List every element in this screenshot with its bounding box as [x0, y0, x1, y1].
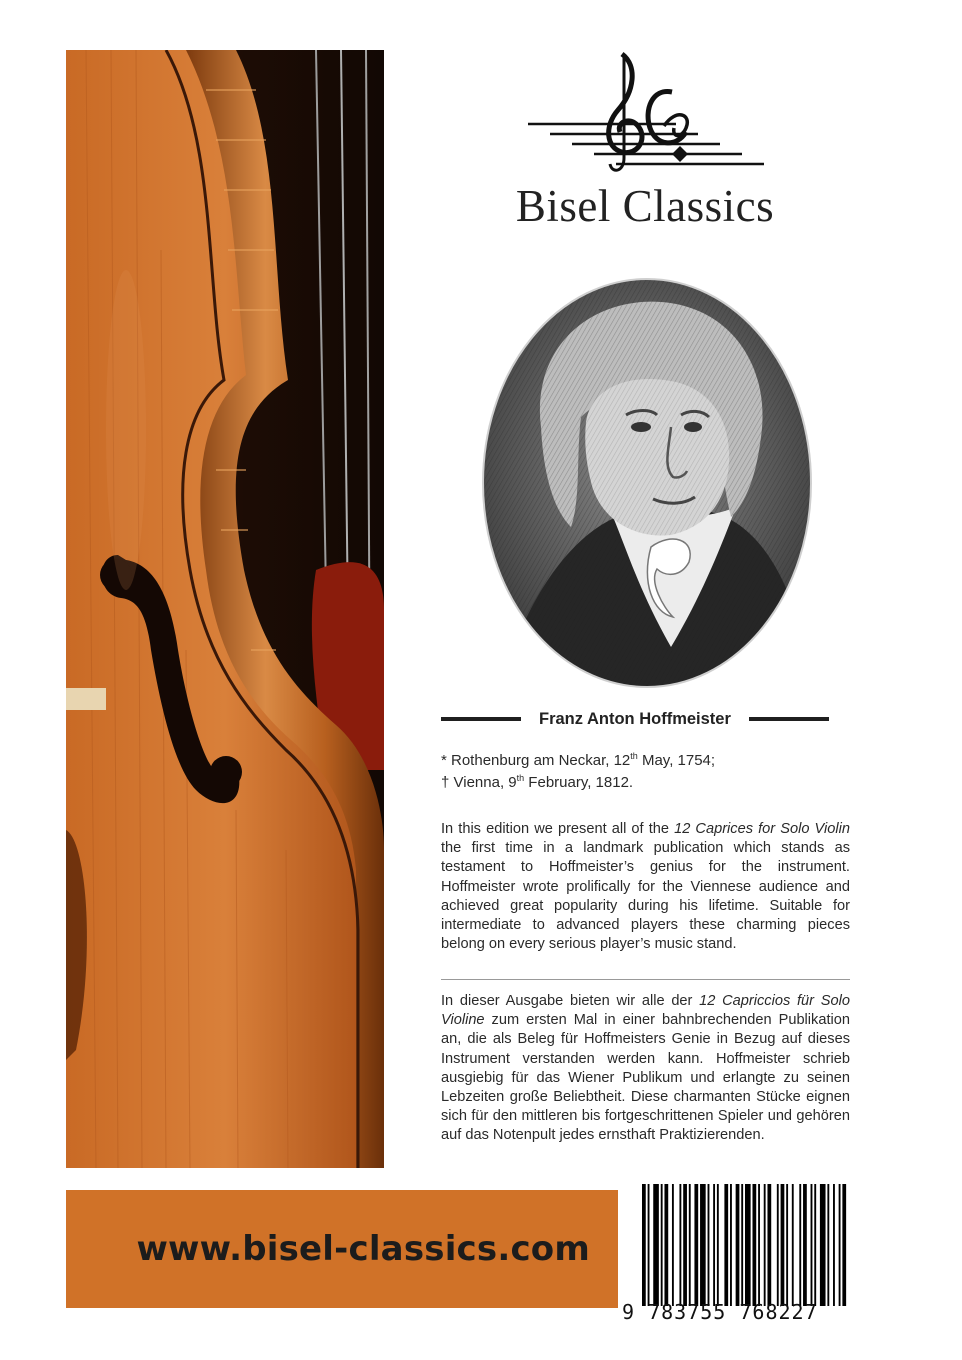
- treble-clef-staff-logo-icon: [526, 48, 766, 188]
- barcode-bar: [803, 1184, 807, 1306]
- barcode-bar: [781, 1184, 785, 1306]
- brand-name: Bisel Classics: [515, 181, 775, 231]
- barcode-bar: [820, 1184, 826, 1306]
- barcode-bar: [679, 1184, 681, 1306]
- barcode-bar: [724, 1184, 728, 1306]
- isbn-digits: 9 783755 768227: [622, 1300, 818, 1324]
- barcode-bar: [792, 1184, 794, 1306]
- barcode-bar: [767, 1184, 771, 1306]
- barcode-bar: [730, 1184, 732, 1306]
- violin-photo: [66, 50, 384, 1168]
- barcode-bar: [700, 1184, 706, 1306]
- description-english: In this edition we present all of the 12 Caprices for Solo Violin the first time in a landmark publication which stands as testament to Hoffmeister’s genius for the instrument. Hoffmeister wrote prolifically for the Viennese audience and achieved great popularity during his lifetime. Suitable for intermediate to advanced players these charming pieces belong on every serious player’s music stand.: [441, 821, 850, 953]
- barcode-bar: [814, 1184, 816, 1306]
- barcode-bar: [708, 1184, 710, 1306]
- barcode-bar: [672, 1184, 674, 1306]
- barcode-bar: [664, 1184, 668, 1306]
- paragraph-divider: [441, 979, 850, 980]
- barcode-bar: [811, 1184, 813, 1306]
- barcode-bar: [653, 1184, 659, 1306]
- barcode-bar: [745, 1184, 751, 1306]
- composer-portrait: [481, 277, 813, 689]
- barcode-bar: [736, 1184, 740, 1306]
- website-url[interactable]: www.bisel-classics.com: [136, 1229, 590, 1269]
- barcode-bar: [717, 1184, 719, 1306]
- barcode-bar: [689, 1184, 691, 1306]
- barcode-bar: [642, 1184, 646, 1306]
- work-title-german: 12 Capriccios für Solo Violine: [441, 993, 850, 1029]
- barcode-bar: [777, 1184, 779, 1306]
- barcode-bar: [661, 1184, 663, 1306]
- heading-rule-left: [441, 717, 521, 721]
- composer-dates: [441, 750, 851, 794]
- composer-heading: [441, 706, 851, 732]
- birth-line: * Rothenburg am Neckar, 12th May, 1754;: [441, 751, 716, 769]
- barcode-bar: [786, 1184, 788, 1306]
- barcode-bar: [764, 1184, 766, 1306]
- website-banner: [66, 1190, 618, 1308]
- composer-name: Franz Anton Hoffmeister: [539, 709, 731, 728]
- heading-rule-right: [749, 717, 829, 721]
- work-title-english: 12 Caprices for Solo Violin: [674, 821, 850, 837]
- barcode-bars: [642, 1184, 848, 1306]
- barcode-bar: [694, 1184, 698, 1306]
- death-line: † Vienna, 9th February, 1812.: [441, 773, 634, 791]
- barcode-bar: [839, 1184, 841, 1306]
- barcode-bar: [683, 1184, 687, 1306]
- barcode-bar: [752, 1184, 756, 1306]
- isbn-barcode: [620, 1180, 852, 1330]
- barcode-bar: [713, 1184, 715, 1306]
- brand-logo: [526, 48, 766, 188]
- barcode-bar: [842, 1184, 846, 1306]
- barcode-bar: [758, 1184, 760, 1306]
- description-german: In dieser Ausgabe bieten wir alle der 12 Capriccios für Solo Violine zum ersten Mal in einer bahnbrechenden Publikation an, die als Beleg für Hoffmeisters Genie in Bezug auf dieses Instrument verstanden werden kann. Hoffmeister schrieb ausgiebig für das Wiener Publikum und erlangte zu seinen Lebzeiten große Beliebtheit. Diese charmanten Stücke eignen sich für den mittleren bis fortgeschrittenen Spieler und gehören auf das Notenpult jedes ernsthaft Praktizierenden.: [441, 993, 850, 1144]
- barcode-bar: [741, 1184, 743, 1306]
- barcode-bar: [833, 1184, 835, 1306]
- barcode-bar: [827, 1184, 829, 1306]
- barcode-bar: [648, 1184, 650, 1306]
- barcode-bar: [799, 1184, 801, 1306]
